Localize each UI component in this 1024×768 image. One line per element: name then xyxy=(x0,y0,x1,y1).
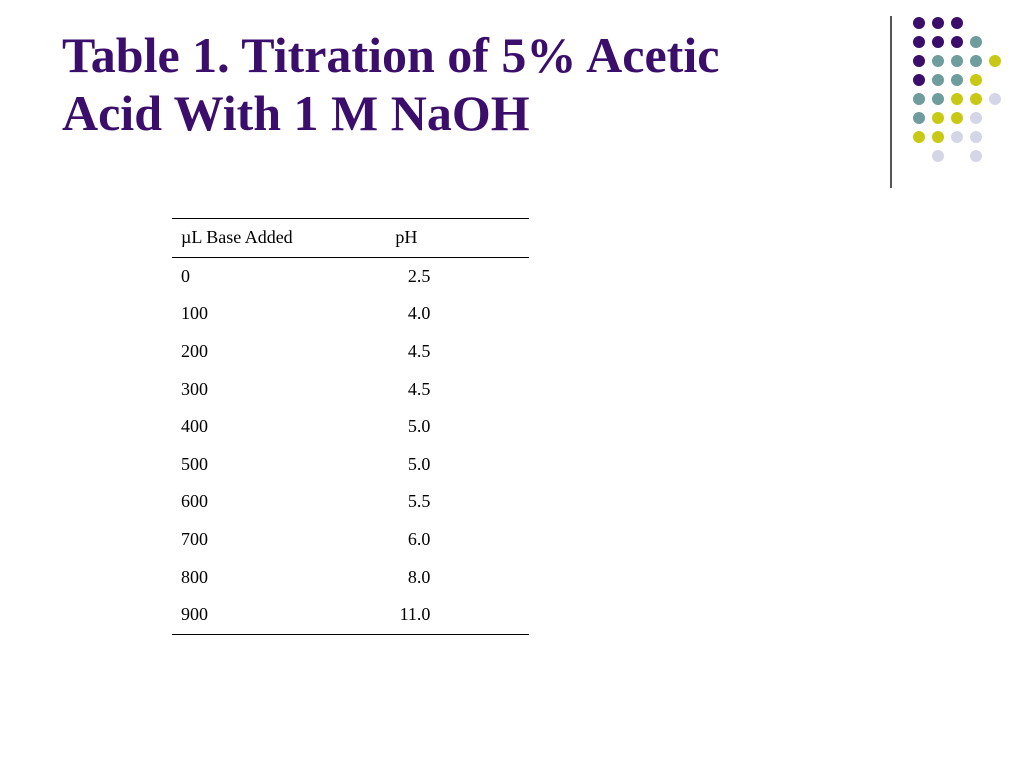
column-header-ph: pH xyxy=(395,227,418,248)
cell-ph: 5.5 xyxy=(407,491,431,512)
decorative-dot xyxy=(932,112,944,124)
decorative-dot xyxy=(951,17,963,29)
decorative-dot xyxy=(932,55,944,67)
decorative-dot xyxy=(913,131,925,143)
decorative-dot xyxy=(970,93,982,105)
table-row xyxy=(172,521,529,559)
decorative-dot xyxy=(970,150,982,162)
decorative-dot xyxy=(913,93,925,105)
cell-base-added: 200 xyxy=(181,341,208,362)
slide-title-line-2: Acid With 1 M NaOH xyxy=(62,85,530,141)
decorative-dot xyxy=(913,74,925,86)
cell-ph: 5.0 xyxy=(407,453,431,474)
cell-ph: 5.0 xyxy=(407,416,431,437)
decorative-dot xyxy=(989,55,1001,67)
decorative-dot xyxy=(913,17,925,29)
cell-ph: 11.0 xyxy=(399,604,431,625)
table-header-row xyxy=(172,219,529,258)
decorative-dot xyxy=(932,131,944,143)
cell-ph: 4.5 xyxy=(407,378,431,399)
decorative-dot xyxy=(932,36,944,48)
cell-base-added: 400 xyxy=(181,416,208,437)
decorative-dot xyxy=(970,131,982,143)
decorative-dot xyxy=(951,55,963,67)
table-row xyxy=(172,370,529,408)
decorative-dot xyxy=(951,93,963,105)
decorative-dot xyxy=(932,74,944,86)
cell-base-added: 700 xyxy=(181,529,208,550)
decorative-dot xyxy=(932,93,944,105)
table-row xyxy=(172,257,529,295)
decorative-dot xyxy=(951,74,963,86)
decorative-dot xyxy=(951,112,963,124)
decorative-dot xyxy=(970,74,982,86)
table-row xyxy=(172,483,529,521)
vertical-divider xyxy=(890,16,892,188)
cell-ph: 4.5 xyxy=(407,341,431,362)
table-row xyxy=(172,596,529,634)
cell-ph: 4.0 xyxy=(407,303,431,324)
table-row xyxy=(172,446,529,484)
decorative-dot xyxy=(951,131,963,143)
decorative-dot xyxy=(970,55,982,67)
column-header-base-added: µL Base Added xyxy=(181,227,293,248)
slide-title-line-1: Table 1. Titration of 5% Acetic xyxy=(62,27,720,83)
table-row xyxy=(172,558,529,596)
decorative-dot xyxy=(932,150,944,162)
cell-base-added: 300 xyxy=(181,378,208,399)
decorative-dot xyxy=(913,36,925,48)
cell-ph: 8.0 xyxy=(407,566,431,587)
cell-ph: 2.5 xyxy=(407,265,431,286)
cell-base-added: 800 xyxy=(181,566,208,587)
cell-base-added: 0 xyxy=(181,265,190,286)
cell-base-added: 600 xyxy=(181,491,208,512)
cell-base-added: 500 xyxy=(181,453,208,474)
cell-base-added: 100 xyxy=(181,303,208,324)
table-body xyxy=(172,257,529,634)
table-row xyxy=(172,295,529,333)
table-row xyxy=(172,333,529,371)
decorative-dot xyxy=(970,36,982,48)
titration-table xyxy=(172,218,529,635)
decorative-dot xyxy=(932,17,944,29)
decorative-dot xyxy=(970,112,982,124)
decorative-dot xyxy=(913,55,925,67)
cell-base-added: 900 xyxy=(181,604,208,625)
decorative-dot xyxy=(951,36,963,48)
table-row xyxy=(172,408,529,446)
cell-ph: 6.0 xyxy=(407,529,431,550)
decorative-dot xyxy=(913,112,925,124)
decorative-dot xyxy=(989,93,1001,105)
slide-title xyxy=(62,26,862,142)
